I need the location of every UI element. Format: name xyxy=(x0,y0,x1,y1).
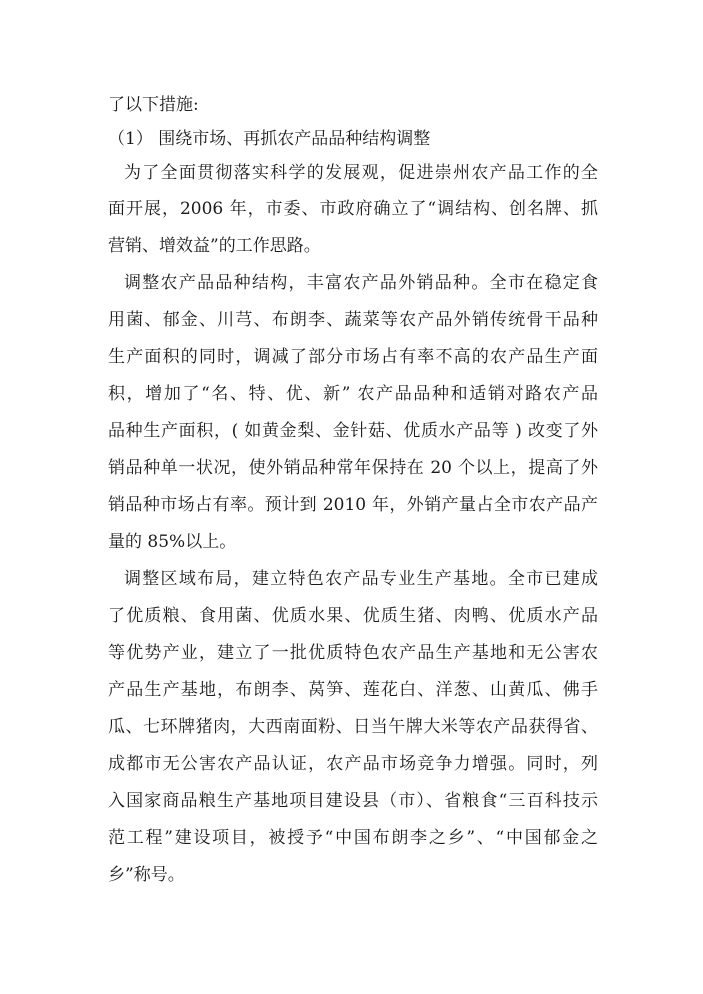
paragraph-line: 品种生产面积，( 如黄金梨、金针菇、优质水产品等 ) 改变了外 xyxy=(108,421,598,441)
paragraph-line: 乡”称号。 xyxy=(108,865,185,885)
paragraph-line: 了优质粮、食用菌、优质水果、优质生猪、肉鸭、优质水产品 xyxy=(108,606,598,626)
paragraph-line: 销品种单一状况，使外销品种常年保持在 20 个以上，提高了外 xyxy=(108,458,598,478)
paragraph-line: 调整区域布局，建立特色农产品专业生产基地。全市已建成 xyxy=(124,569,598,589)
text-line: 了以下措施: xyxy=(108,95,199,115)
paragraph-line: 销品种市场占有率。预计到 2010 年，外销产量占全市农产品产 xyxy=(108,495,598,515)
paragraph-line: 面开展，2006 年，市委、市政府确立了“调结构、创名牌、抓 xyxy=(108,199,598,219)
paragraph-line: 瓜、七环牌猪肉，大西南面粉、日当午牌大米等农产品获得省、 xyxy=(108,717,598,737)
paragraph-line: 生产面积的同时，调减了部分市场占有率不高的农产品生产面 xyxy=(108,347,598,367)
paragraph-line: 成都市无公害农产品认证，农产品市场竞争力增强。同时，列 xyxy=(108,754,598,774)
paragraph-line: 等优势产业，建立了一批优质特色农产品生产基地和无公害农 xyxy=(108,643,598,663)
paragraph-line: 入国家商品粮生产基地项目建设县（市）、省粮食“三百科技示 xyxy=(108,791,598,811)
paragraph-line: 积，增加了“名、特、优、新” 农产品品种和适销对路农产品 xyxy=(108,384,598,404)
paragraph-line: 范工程”建设项目，被授予“中国布朗李之乡”、“中国郁金之 xyxy=(108,828,598,848)
paragraph-line: 用菌、郁金、川芎、布朗李、蔬菜等农产品外销传统骨干品种 xyxy=(108,310,598,330)
paragraph-line: 产品生产基地，布朗李、莴笋、莲花白、洋葱、山黄瓜、佛手 xyxy=(108,680,598,700)
paragraph-line: 调整农产品品种结构，丰富农产品外销品种。全市在稳定食 xyxy=(124,273,598,293)
section-heading: （1） 围绕市场、再抓农产品品种结构调整 xyxy=(108,129,431,149)
paragraph-line: 量的 85%以上。 xyxy=(108,532,237,552)
paragraph-line: 营销、增效益”的工作思路。 xyxy=(108,236,321,256)
paragraph-line: 为了全面贯彻落实科学的发展观，促进崇州农产品工作的全 xyxy=(124,163,598,183)
